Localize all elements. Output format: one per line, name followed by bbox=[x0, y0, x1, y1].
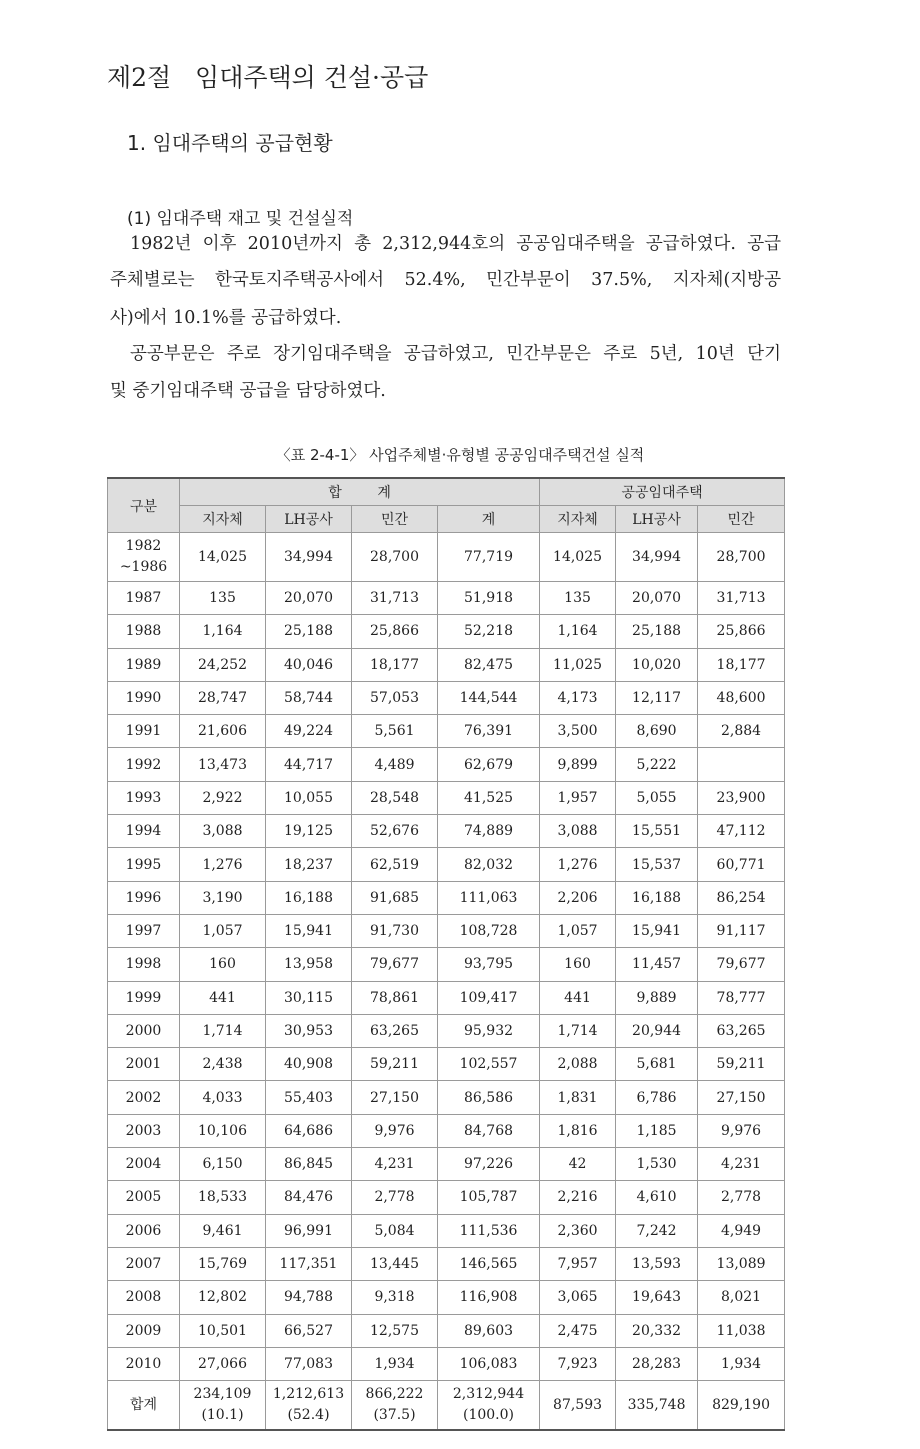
table-row bbox=[108, 914, 785, 947]
table-cell: 16,188 bbox=[266, 881, 352, 914]
subsection-title: (1) 임대주택 재고 및 건설실적 bbox=[127, 209, 354, 229]
table-cell: 78,777 bbox=[698, 981, 785, 1014]
total-share: (100.0) bbox=[463, 1407, 515, 1424]
header-lh: LH공사 bbox=[266, 506, 352, 533]
table-cell: 11,025 bbox=[540, 648, 616, 681]
table-cell bbox=[698, 748, 785, 781]
table-cell: 31,713 bbox=[698, 582, 785, 615]
table-cell: 19,125 bbox=[266, 815, 352, 848]
row-year: 2010 bbox=[108, 1347, 180, 1380]
table-cell: 108,728 bbox=[438, 914, 540, 947]
row-year: 1990 bbox=[108, 681, 180, 714]
paragraph-1-line-1: 1982년 이후 2010년까지 총 2,312,944호의 공공임대주택을 공급하였다. 공급 bbox=[130, 234, 781, 254]
table-cell: 91,730 bbox=[352, 914, 438, 947]
table-cell: 9,318 bbox=[352, 1281, 438, 1314]
table-cell: 15,551 bbox=[616, 815, 698, 848]
table-cell: 82,475 bbox=[438, 648, 540, 681]
row-year: 2004 bbox=[108, 1148, 180, 1181]
row-year: 1994 bbox=[108, 815, 180, 848]
table-cell: 9,976 bbox=[352, 1114, 438, 1147]
table-cell: 13,473 bbox=[180, 748, 266, 781]
table-cell: 64,686 bbox=[266, 1114, 352, 1147]
table-cell: 13,958 bbox=[266, 948, 352, 981]
table-cell: 9,889 bbox=[616, 981, 698, 1014]
table-cell: 93,795 bbox=[438, 948, 540, 981]
row-year: 2007 bbox=[108, 1247, 180, 1280]
table-cell: 27,150 bbox=[698, 1081, 785, 1114]
table-cell: 4,949 bbox=[698, 1214, 785, 1247]
table-cell: 28,700 bbox=[698, 533, 785, 582]
table-cell: 52,218 bbox=[438, 615, 540, 648]
table-cell: 15,537 bbox=[616, 848, 698, 881]
table-cell: 34,994 bbox=[616, 533, 698, 582]
table-cell: 78,861 bbox=[352, 981, 438, 1014]
table-cell: 25,188 bbox=[266, 615, 352, 648]
total-value: 234,109 bbox=[193, 1386, 252, 1403]
table-cell: 10,055 bbox=[266, 781, 352, 814]
table-cell: 91,685 bbox=[352, 881, 438, 914]
row-year: 1998 bbox=[108, 948, 180, 981]
row-year: 1988 bbox=[108, 615, 180, 648]
row-year: 1995 bbox=[108, 848, 180, 881]
table-cell: 4,489 bbox=[352, 748, 438, 781]
table-cell: 20,070 bbox=[266, 582, 352, 615]
table-row bbox=[108, 848, 785, 881]
row-year: 1987 bbox=[108, 582, 180, 615]
table-cell: 10,106 bbox=[180, 1114, 266, 1147]
table-cell: 27,066 bbox=[180, 1347, 266, 1380]
table-row bbox=[108, 715, 785, 748]
table-cell: 2,360 bbox=[540, 1214, 616, 1247]
table-cell: 30,953 bbox=[266, 1014, 352, 1047]
table-cell: 84,768 bbox=[438, 1114, 540, 1147]
total-value: 1,212,613 bbox=[272, 1386, 345, 1403]
table-cell: 41,525 bbox=[438, 781, 540, 814]
table-cell: 13,593 bbox=[616, 1247, 698, 1280]
paragraph-1-line-2: 주체별로는 한국토지주택공사에서 52.4%, 민간부문이 37.5%, 지자체(지방공 bbox=[110, 270, 781, 290]
table-cell: 13,089 bbox=[698, 1247, 785, 1280]
table-cell: 3,065 bbox=[540, 1281, 616, 1314]
table-cell: 23,900 bbox=[698, 781, 785, 814]
row-year: 1992 bbox=[108, 748, 180, 781]
table-cell: 24,252 bbox=[180, 648, 266, 681]
table-cell: 12,802 bbox=[180, 1281, 266, 1314]
table-cell: 9,461 bbox=[180, 1214, 266, 1247]
table-cell: 2,778 bbox=[698, 1181, 785, 1214]
table-cell: 62,519 bbox=[352, 848, 438, 881]
table-cell: 21,606 bbox=[180, 715, 266, 748]
header-local-gov: 지자체 bbox=[180, 506, 266, 533]
total-cell bbox=[180, 1381, 266, 1431]
row-year: 1989 bbox=[108, 648, 180, 681]
total-cell bbox=[352, 1381, 438, 1431]
total-row bbox=[108, 1381, 785, 1431]
table-cell: 160 bbox=[180, 948, 266, 981]
row-year-end: ~1986 bbox=[119, 559, 168, 575]
table-cell: 117,351 bbox=[266, 1247, 352, 1280]
row-year-start: 1982 bbox=[125, 538, 162, 554]
header-private: 민간 bbox=[352, 506, 438, 533]
table-cell: 109,417 bbox=[438, 981, 540, 1014]
table-cell: 1,164 bbox=[180, 615, 266, 648]
table-cell: 102,557 bbox=[438, 1048, 540, 1081]
table-cell: 2,438 bbox=[180, 1048, 266, 1081]
table-cell: 9,976 bbox=[698, 1114, 785, 1147]
table-cell: 105,787 bbox=[438, 1181, 540, 1214]
table-cell: 40,908 bbox=[266, 1048, 352, 1081]
table-cell: 111,536 bbox=[438, 1214, 540, 1247]
table-cell: 15,941 bbox=[266, 914, 352, 947]
table-cell: 5,681 bbox=[616, 1048, 698, 1081]
table-cell: 2,884 bbox=[698, 715, 785, 748]
table-cell: 11,038 bbox=[698, 1314, 785, 1347]
table-cell: 34,994 bbox=[266, 533, 352, 582]
row-year: 1997 bbox=[108, 914, 180, 947]
row-year: 1996 bbox=[108, 881, 180, 914]
table-cell: 11,457 bbox=[616, 948, 698, 981]
table-cell: 94,788 bbox=[266, 1281, 352, 1314]
total-share: (10.1) bbox=[201, 1407, 244, 1424]
table-cell: 96,991 bbox=[266, 1214, 352, 1247]
table-row bbox=[108, 815, 785, 848]
table-cell: 13,445 bbox=[352, 1247, 438, 1280]
table-cell: 20,944 bbox=[616, 1014, 698, 1047]
table-cell: 7,923 bbox=[540, 1347, 616, 1380]
table-cell: 84,476 bbox=[266, 1181, 352, 1214]
table-cell: 3,088 bbox=[540, 815, 616, 848]
table-cell: 8,021 bbox=[698, 1281, 785, 1314]
table-cell: 1,276 bbox=[540, 848, 616, 881]
table-cell: 44,717 bbox=[266, 748, 352, 781]
table-cell: 59,211 bbox=[698, 1048, 785, 1081]
table-row bbox=[108, 1281, 785, 1314]
row-year: 2009 bbox=[108, 1314, 180, 1347]
table-cell: 2,088 bbox=[540, 1048, 616, 1081]
table-cell: 1,057 bbox=[180, 914, 266, 947]
table-cell: 5,084 bbox=[352, 1214, 438, 1247]
header-public-lh: LH공사 bbox=[616, 506, 698, 533]
table-cell: 79,677 bbox=[698, 948, 785, 981]
table-row bbox=[108, 681, 785, 714]
table-cell: 97,226 bbox=[438, 1148, 540, 1181]
table-cell: 55,403 bbox=[266, 1081, 352, 1114]
table-cell: 30,115 bbox=[266, 981, 352, 1014]
table-cell: 1,714 bbox=[180, 1014, 266, 1047]
total-share: (52.4) bbox=[287, 1407, 330, 1424]
table-cell: 116,908 bbox=[438, 1281, 540, 1314]
table-cell: 5,055 bbox=[616, 781, 698, 814]
table-cell: 28,548 bbox=[352, 781, 438, 814]
table-cell: 106,083 bbox=[438, 1347, 540, 1380]
row-year: 2000 bbox=[108, 1014, 180, 1047]
table-cell: 6,786 bbox=[616, 1081, 698, 1114]
table-cell: 441 bbox=[180, 981, 266, 1014]
table-cell: 10,020 bbox=[616, 648, 698, 681]
table-cell: 18,177 bbox=[352, 648, 438, 681]
total-value: 2,312,944 bbox=[452, 1386, 525, 1403]
table-row bbox=[108, 1048, 785, 1081]
table-cell: 27,150 bbox=[352, 1081, 438, 1114]
table-cell: 2,922 bbox=[180, 781, 266, 814]
table-cell: 48,600 bbox=[698, 681, 785, 714]
table-cell: 57,053 bbox=[352, 681, 438, 714]
table-cell: 18,177 bbox=[698, 648, 785, 681]
table-cell: 1,816 bbox=[540, 1114, 616, 1147]
table-cell: 4,231 bbox=[698, 1148, 785, 1181]
table-cell: 1,185 bbox=[616, 1114, 698, 1147]
table-cell: 1,934 bbox=[698, 1347, 785, 1380]
table-row bbox=[108, 533, 785, 582]
table-cell: 135 bbox=[540, 582, 616, 615]
total-label: 합계 bbox=[108, 1381, 180, 1431]
table-cell: 63,265 bbox=[352, 1014, 438, 1047]
table-cell: 77,083 bbox=[266, 1347, 352, 1380]
table-cell: 25,866 bbox=[698, 615, 785, 648]
table-row bbox=[108, 1114, 785, 1147]
table-cell: 60,771 bbox=[698, 848, 785, 881]
table-cell: 52,676 bbox=[352, 815, 438, 848]
row-year: 1999 bbox=[108, 981, 180, 1014]
table-cell: 111,063 bbox=[438, 881, 540, 914]
table-cell: 4,033 bbox=[180, 1081, 266, 1114]
table-cell: 4,610 bbox=[616, 1181, 698, 1214]
table-cell: 15,941 bbox=[616, 914, 698, 947]
table-cell: 12,575 bbox=[352, 1314, 438, 1347]
table-cell: 51,918 bbox=[438, 582, 540, 615]
table-row bbox=[108, 1081, 785, 1114]
table-cell: 1,057 bbox=[540, 914, 616, 947]
table-cell: 86,586 bbox=[438, 1081, 540, 1114]
table-cell: 63,265 bbox=[698, 1014, 785, 1047]
table-cell: 18,237 bbox=[266, 848, 352, 881]
row-year: 2002 bbox=[108, 1081, 180, 1114]
table-cell: 79,677 bbox=[352, 948, 438, 981]
table-cell: 86,254 bbox=[698, 881, 785, 914]
table-cell: 25,866 bbox=[352, 615, 438, 648]
construction-table bbox=[107, 477, 785, 1431]
section-title: 1. 임대주택의 공급현황 bbox=[127, 131, 333, 155]
table-cell: 146,565 bbox=[438, 1247, 540, 1280]
table-cell: 8,690 bbox=[616, 715, 698, 748]
table-cell: 1,957 bbox=[540, 781, 616, 814]
row-year: 2003 bbox=[108, 1114, 180, 1147]
table-row bbox=[108, 1014, 785, 1047]
header-group-total: 합 계 bbox=[180, 478, 540, 506]
total-share: (37.5) bbox=[373, 1407, 416, 1424]
table-cell: 14,025 bbox=[540, 533, 616, 582]
total-cell bbox=[438, 1381, 540, 1431]
table-cell: 19,643 bbox=[616, 1281, 698, 1314]
total-value: 866,222 bbox=[365, 1386, 424, 1403]
row-year: 2006 bbox=[108, 1214, 180, 1247]
table-cell: 9,899 bbox=[540, 748, 616, 781]
chapter-title: 제2절 임대주택의 건설·공급 bbox=[107, 63, 429, 92]
table-cell: 59,211 bbox=[352, 1048, 438, 1081]
table-cell: 95,932 bbox=[438, 1014, 540, 1047]
table-cell: 7,957 bbox=[540, 1247, 616, 1280]
table-cell: 16,188 bbox=[616, 881, 698, 914]
table-cell: 4,173 bbox=[540, 681, 616, 714]
total-cell: 335,748 bbox=[616, 1381, 698, 1431]
table-cell: 144,544 bbox=[438, 681, 540, 714]
header-public-local-gov: 지자체 bbox=[540, 506, 616, 533]
table-cell: 15,769 bbox=[180, 1247, 266, 1280]
table-cell: 160 bbox=[540, 948, 616, 981]
paragraph-1-line-3: 사)에서 10.1%를 공급하였다. bbox=[110, 308, 342, 328]
table-cell: 40,046 bbox=[266, 648, 352, 681]
table-row bbox=[108, 981, 785, 1014]
table-cell: 28,747 bbox=[180, 681, 266, 714]
table-cell: 2,778 bbox=[352, 1181, 438, 1214]
table-cell: 25,188 bbox=[616, 615, 698, 648]
table-cell: 47,112 bbox=[698, 815, 785, 848]
table-cell: 1,934 bbox=[352, 1347, 438, 1380]
row-year bbox=[108, 533, 180, 582]
table-cell: 7,242 bbox=[616, 1214, 698, 1247]
row-year: 2005 bbox=[108, 1181, 180, 1214]
header-sum: 계 bbox=[438, 506, 540, 533]
table-cell: 20,332 bbox=[616, 1314, 698, 1347]
table-cell: 86,845 bbox=[266, 1148, 352, 1181]
table-cell: 5,561 bbox=[352, 715, 438, 748]
table-cell: 76,391 bbox=[438, 715, 540, 748]
table-caption: 〈표 2-4-1〉 사업주체별·유형별 공공임대주택건설 실적 bbox=[275, 446, 645, 464]
table-cell: 1,831 bbox=[540, 1081, 616, 1114]
table-cell: 1,164 bbox=[540, 615, 616, 648]
row-year: 1993 bbox=[108, 781, 180, 814]
table-row bbox=[108, 1314, 785, 1347]
table-cell: 20,070 bbox=[616, 582, 698, 615]
row-year: 1991 bbox=[108, 715, 180, 748]
header-public-private: 민간 bbox=[698, 506, 785, 533]
total-cell: 87,593 bbox=[540, 1381, 616, 1431]
table-cell: 1,276 bbox=[180, 848, 266, 881]
table-cell: 6,150 bbox=[180, 1148, 266, 1181]
table-row bbox=[108, 582, 785, 615]
paragraph-2-line-1: 공공부문은 주로 장기임대주택을 공급하였고, 민간부문은 주로 5년, 10년 단기 bbox=[130, 344, 781, 364]
table-row bbox=[108, 948, 785, 981]
table-cell: 91,117 bbox=[698, 914, 785, 947]
table-cell: 14,025 bbox=[180, 533, 266, 582]
row-year: 2001 bbox=[108, 1048, 180, 1081]
table-cell: 3,190 bbox=[180, 881, 266, 914]
table-row bbox=[108, 781, 785, 814]
table-row bbox=[108, 1247, 785, 1280]
table-row bbox=[108, 1214, 785, 1247]
table-cell: 66,527 bbox=[266, 1314, 352, 1347]
table-row bbox=[108, 748, 785, 781]
table-row bbox=[108, 881, 785, 914]
table-cell: 2,216 bbox=[540, 1181, 616, 1214]
total-cell bbox=[266, 1381, 352, 1431]
table-cell: 1,714 bbox=[540, 1014, 616, 1047]
table-cell: 135 bbox=[180, 582, 266, 615]
row-year: 2008 bbox=[108, 1281, 180, 1314]
table-cell: 74,889 bbox=[438, 815, 540, 848]
table-cell: 62,679 bbox=[438, 748, 540, 781]
table-cell: 441 bbox=[540, 981, 616, 1014]
table-cell: 58,744 bbox=[266, 681, 352, 714]
table-cell: 82,032 bbox=[438, 848, 540, 881]
paragraph-2-line-2: 및 중기임대주택 공급을 담당하였다. bbox=[110, 381, 386, 401]
table-cell: 89,603 bbox=[438, 1314, 540, 1347]
table-row bbox=[108, 1148, 785, 1181]
table-row bbox=[108, 1181, 785, 1214]
table-cell: 3,500 bbox=[540, 715, 616, 748]
table-cell: 77,719 bbox=[438, 533, 540, 582]
table-row bbox=[108, 615, 785, 648]
table-cell: 10,501 bbox=[180, 1314, 266, 1347]
table-cell: 28,283 bbox=[616, 1347, 698, 1380]
table-cell: 49,224 bbox=[266, 715, 352, 748]
table-cell: 28,700 bbox=[352, 533, 438, 582]
table-cell: 18,533 bbox=[180, 1181, 266, 1214]
table-cell: 12,117 bbox=[616, 681, 698, 714]
table-cell: 2,475 bbox=[540, 1314, 616, 1347]
table-cell: 5,222 bbox=[616, 748, 698, 781]
header-category: 구분 bbox=[108, 478, 180, 533]
header-group-public: 공공임대주택 bbox=[540, 478, 785, 506]
table-cell: 2,206 bbox=[540, 881, 616, 914]
table-cell: 1,530 bbox=[616, 1148, 698, 1181]
table-row bbox=[108, 1347, 785, 1380]
table-cell: 3,088 bbox=[180, 815, 266, 848]
table-cell: 31,713 bbox=[352, 582, 438, 615]
table-cell: 42 bbox=[540, 1148, 616, 1181]
table-cell: 4,231 bbox=[352, 1148, 438, 1181]
table-row bbox=[108, 648, 785, 681]
total-cell: 829,190 bbox=[698, 1381, 785, 1431]
